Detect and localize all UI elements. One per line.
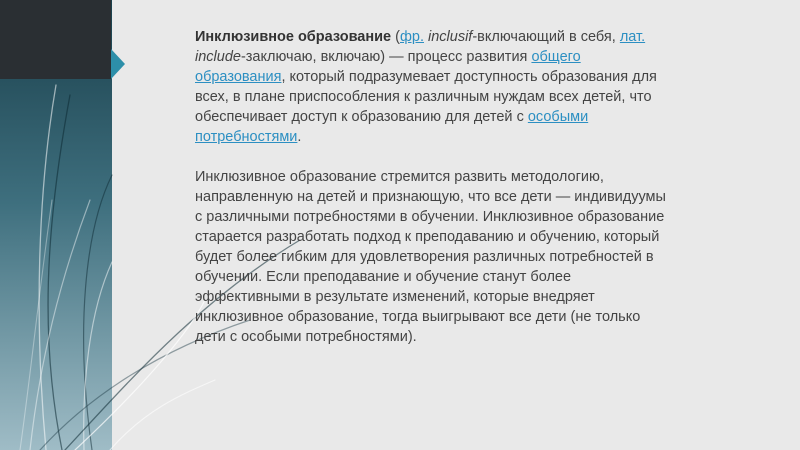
link-special-needs[interactable]: особыми потребностями xyxy=(195,109,589,145)
methodology-paragraph: Инклюзивное образование стремится развить методологию, направленную на детей и признающую, что все дети — индивидуумы с различными потребностями в обучении. Инклюзивное образование старается разработать подход к преподаванию и обучению, который будет более гибким для удовлетворения различных потребностей в обучении. Если преподавание и обучение станут более эффективными в результате изменений, которые внедряет инклюзивное образование, тогда выигрывают все дети (не только дети с особыми потребностями). xyxy=(195,169,666,345)
term-inclusive-education: Инклюзивное образование xyxy=(195,29,392,45)
text-period: . xyxy=(297,129,302,145)
text-definition-body: , который подразумевает доступность образования для всех, в плане приспособления к различным нуждам всех детей, что обеспечивает доступ к образованию для детей с xyxy=(195,69,657,125)
link-general-education[interactable]: общего образования xyxy=(195,49,581,85)
text-french-word: inclusif xyxy=(423,29,473,45)
text-latin-word: include xyxy=(195,49,241,65)
link-french[interactable]: фр. xyxy=(399,29,424,45)
title-tab-marker xyxy=(0,0,111,79)
accent-triangle-icon xyxy=(111,49,125,79)
definition-paragraph xyxy=(195,27,670,147)
text-french-definition: -включающий в себя, xyxy=(472,29,620,45)
link-latin[interactable]: лат. xyxy=(619,29,646,45)
text-latin-definition: -заключаю, включаю) — процесс развития xyxy=(240,49,532,65)
slide-content xyxy=(195,27,670,347)
text-open-paren: ( xyxy=(391,29,400,45)
